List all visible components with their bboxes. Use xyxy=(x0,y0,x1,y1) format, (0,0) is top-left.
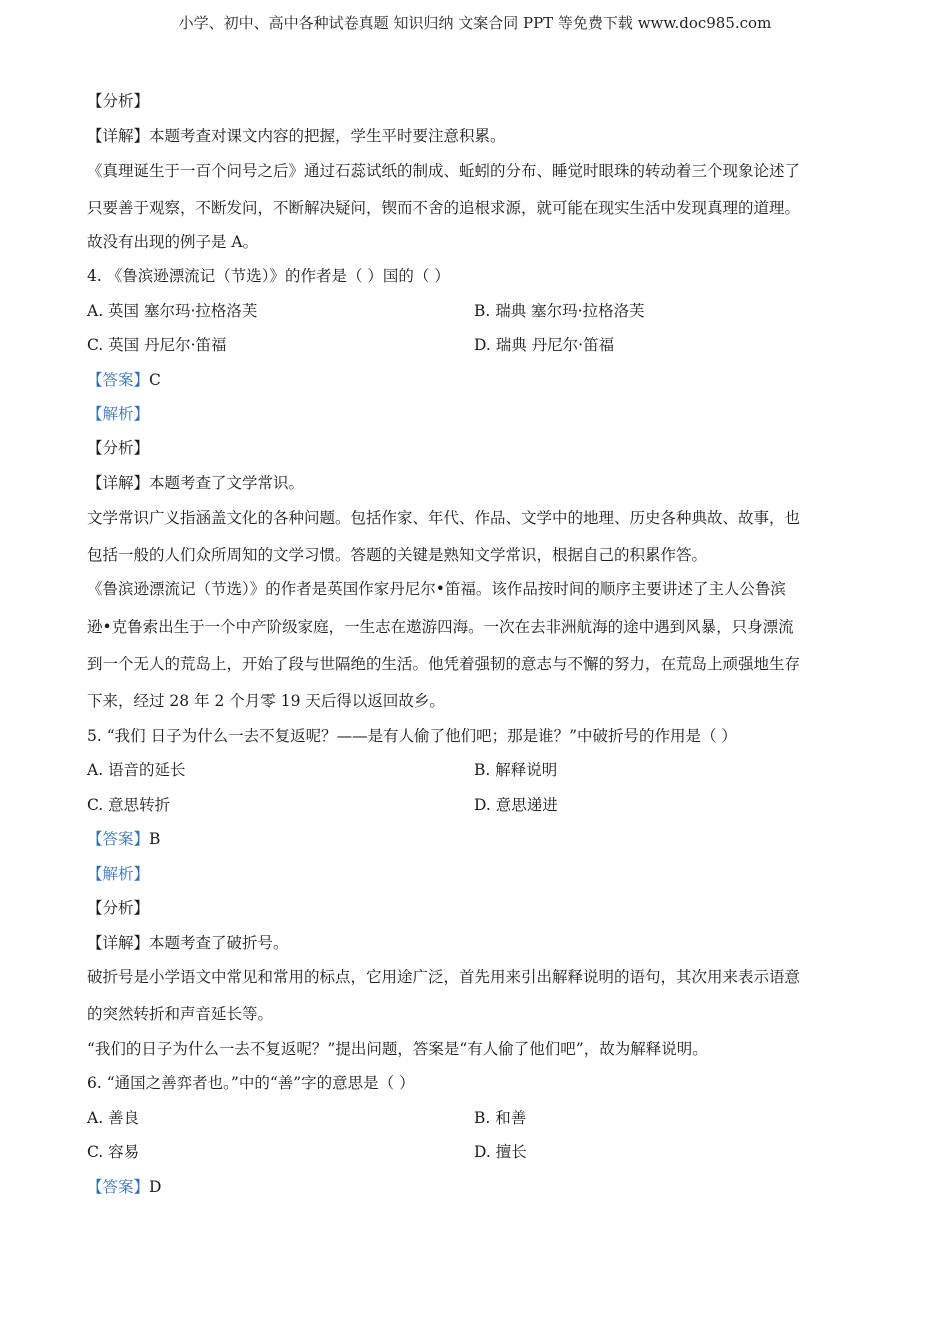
q4-option-d: D. 瑞典 丹尼尔·笛福 xyxy=(474,336,615,354)
page-header: 小学、初中、高中各种试卷真题 知识归纳 文案合同 PPT 等免费下载 www.doc985.com xyxy=(178,14,772,32)
q4-text: 《鲁滨逊漂流记（节选）》的作者是英国作家丹尼尔•笛福。该作品按时间的顺序主要讲述了主人公鲁滨 xyxy=(87,580,786,598)
q6-option-d: D. 擅长 xyxy=(474,1143,527,1161)
q6-option-c: C. 容易 xyxy=(87,1143,140,1161)
question-6-stem: 6. “通国之善弈者也。”中的“善”字的意思是（ ） xyxy=(87,1074,415,1092)
q5-text: “我们的日子为什么一去不复返呢？”提出问题，答案是“有人偷了他们吧”，故为解释说明。 xyxy=(87,1040,708,1058)
q5-option-c: C. 意思转折 xyxy=(87,796,171,814)
answer-label: 【答案】 xyxy=(87,830,150,848)
q5-text: 的突然转折和声音延长等。 xyxy=(87,1005,274,1023)
body-text: 只要善于观察，不断发问，不断解决疑问，锲而不舍的追根求源，就可能在现实生活中发现真理的道理。 xyxy=(87,199,801,217)
answer-label: 【答案】 xyxy=(87,371,150,389)
q5-answer xyxy=(87,829,160,849)
q5-option-a: A. 语音的延长 xyxy=(87,761,186,779)
q4-text: 文学常识广义指涵盖文化的各种问题。包括作家、年代、作品、文学中的地理、历史各种典故、故事，也 xyxy=(87,509,801,527)
question-4-stem: 4. 《鲁滨逊漂流记（节选）》的作者是（ ）国的（ ） xyxy=(87,267,450,285)
q4-analysis-label: 【分析】 xyxy=(87,439,150,457)
detail-text: 【详解】本题考查对课文内容的把握，学生平时要注意积累。 xyxy=(87,127,506,145)
q6-answer xyxy=(87,1177,161,1197)
q6-option-b: B. 和善 xyxy=(474,1109,527,1127)
question-5-stem: 5. “我们 日子为什么一去不复返呢？——是有人偷了他们吧；那是谁？”中破折号的作用是（ ） xyxy=(87,727,737,745)
q5-option-d: D. 意思递进 xyxy=(474,796,558,814)
answer-label: 【答案】 xyxy=(87,1178,150,1196)
answer-value: D xyxy=(149,1178,162,1196)
q4-answer xyxy=(87,370,161,390)
section-analysis: 【分析】 xyxy=(87,92,150,110)
q5-jiexi-label: 【解析】 xyxy=(87,865,150,883)
q4-option-c: C. 英国 丹尼尔·笛福 xyxy=(87,336,227,354)
q4-jiexi-label: 【解析】 xyxy=(87,405,150,423)
answer-value: B xyxy=(149,830,161,848)
q6-option-a: A. 善良 xyxy=(87,1109,140,1127)
q5-detail: 【详解】本题考查了破折号。 xyxy=(87,934,289,952)
q4-option-b: B. 瑞典 塞尔玛·拉格洛芙 xyxy=(474,302,645,320)
q5-option-b: B. 解释说明 xyxy=(474,761,558,779)
q4-detail: 【详解】本题考查了文学常识。 xyxy=(87,474,305,492)
body-text: 《真理诞生于一百个问号之后》通过石蕊试纸的制成、蚯蚓的分布、睡觉时眼珠的转动着三个现象论述了 xyxy=(87,162,801,180)
q4-text: 逊•克鲁索出生于一个中产阶级家庭，一生志在遨游四海。一次在去非洲航海的途中遇到风暴，只身漂流 xyxy=(87,618,794,636)
q5-analysis-label: 【分析】 xyxy=(87,899,150,917)
q4-option-a: A. 英国 塞尔玛·拉格洛芙 xyxy=(87,302,258,320)
body-text: 故没有出现的例子是 A。 xyxy=(87,233,259,251)
q4-text: 包括一般的人们众所周知的文学习惯。答题的关键是熟知文学常识，根据自己的积累作答。 xyxy=(87,546,708,564)
q4-text: 到一个无人的荒岛上，开始了段与世隔绝的生活。他凭着强韧的意志与不懈的努力，在荒岛上顽强地生存 xyxy=(87,655,801,673)
q4-text: 下来，经过 28 年 2 个月零 19 天后得以返回故乡。 xyxy=(87,692,445,710)
q5-text: 破折号是小学语文中常见和常用的标点，它用途广泛，首先用来引出解释说明的语句，其次用来表示语意 xyxy=(87,968,801,986)
answer-value: C xyxy=(149,371,161,389)
